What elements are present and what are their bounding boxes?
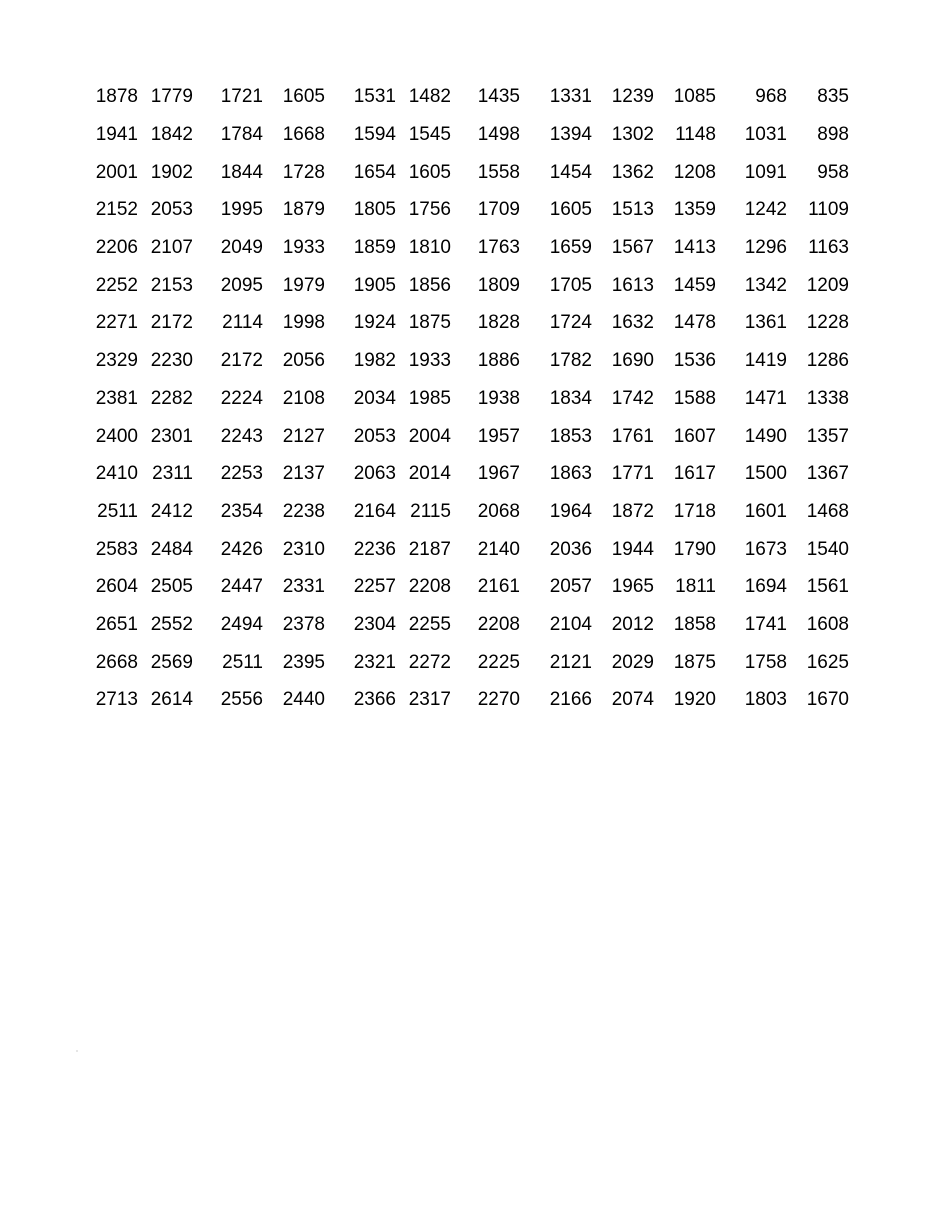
table-cell: 1965 [611,576,654,598]
table-cell: 1302 [611,124,654,146]
table-cell: 1361 [744,312,787,334]
table-cell: 1413 [673,237,716,259]
table-cell: 2395 [282,651,325,673]
table-cell: 2115 [410,500,451,522]
table-cell: 1668 [282,124,325,146]
table-cell: 2366 [353,689,396,711]
table-cell: 1208 [673,161,716,183]
table-cell: 1659 [549,237,592,259]
table-cell: 2104 [549,613,592,635]
table-cell: 835 [817,86,849,108]
table-cell: 2668 [95,651,138,673]
table-cell: 1419 [744,350,787,372]
table-row [90,455,849,493]
table-cell: 2310 [282,538,325,560]
table-cell: 1709 [477,199,520,221]
table-cell: 2057 [549,576,592,598]
table-cell: 1741 [744,613,787,635]
table-cell: 2304 [353,613,396,635]
table-cell: 2187 [408,538,451,560]
table-cell: 1594 [353,124,396,146]
table-cell: 1920 [673,689,716,711]
table-cell: 1536 [673,350,716,372]
table-row [90,153,849,191]
table-cell: 1690 [611,350,654,372]
table-cell: 1163 [808,237,849,259]
table-cell: 1875 [408,312,451,334]
table-cell: 1756 [408,199,451,221]
table-cell: 1853 [549,425,592,447]
table-cell: 2604 [95,576,138,598]
table-cell: 2206 [95,237,138,259]
table-cell: 2270 [477,689,520,711]
table-cell: 1982 [353,350,396,372]
table-row [90,304,849,342]
table-cell: 1588 [673,387,716,409]
table-cell: 2108 [282,387,325,409]
table-cell: 2152 [95,199,138,221]
table-cell: 2713 [95,689,138,711]
table-cell: 2257 [353,576,396,598]
table-cell: 2004 [408,425,451,447]
table-cell: 1964 [549,500,592,522]
table-cell: 2014 [408,463,451,485]
table-cell: 2029 [611,651,654,673]
table-cell: 1705 [549,274,592,296]
table-row [90,380,849,418]
table-cell: 1863 [549,463,592,485]
table-cell: 2114 [222,312,263,334]
table-cell: 1435 [477,86,520,108]
table-cell: 2034 [353,387,396,409]
table-cell: 2068 [477,500,520,522]
table-cell: 1239 [611,86,654,108]
table-cell: 2400 [95,425,138,447]
table-cell: 1957 [477,425,520,447]
table-cell: 1967 [477,463,520,485]
table-cell: 2282 [150,387,193,409]
table-row [90,78,849,116]
table-cell: 2230 [150,350,193,372]
table-cell: 1331 [549,86,592,108]
table-cell: 1209 [806,274,849,296]
table-row [90,493,849,531]
table-cell: 2056 [282,350,325,372]
table-cell: 2329 [95,350,138,372]
table-row [90,116,849,154]
table-cell: 1613 [611,274,654,296]
table-cell: 1938 [477,387,520,409]
table-cell: 1454 [549,161,592,183]
table-cell: 2001 [95,161,138,183]
table-cell: 898 [817,124,849,146]
table-cell: 1296 [744,237,787,259]
table-cell: 1482 [408,86,451,108]
table-cell: 1459 [673,274,716,296]
table-cell: 2127 [282,425,325,447]
table-cell: 2317 [408,689,451,711]
table-cell: 2301 [150,425,193,447]
table-cell: 1109 [808,199,849,221]
table-cell: 1342 [744,274,787,296]
table-cell: 2036 [549,538,592,560]
table-cell: 2063 [353,463,396,485]
table-row [90,229,849,267]
table-cell: 1601 [744,500,787,522]
table-cell: 1828 [477,312,520,334]
table-cell: 2272 [408,651,451,673]
table-cell: 1394 [549,124,592,146]
table-cell: 1886 [477,350,520,372]
table-cell: 1803 [744,689,787,711]
table-cell: 2224 [220,387,263,409]
table-cell: 2252 [95,274,138,296]
table-cell: 2172 [150,312,193,334]
table-cell: 2208 [408,576,451,598]
table-cell: 1878 [95,86,138,108]
table-cell: 1879 [282,199,325,221]
table-cell: 1724 [549,312,592,334]
table-cell: 1654 [353,161,396,183]
table-cell: 1357 [806,425,849,447]
table-cell: 2556 [220,689,263,711]
table-cell: 1902 [150,161,193,183]
table-cell: 2381 [95,387,138,409]
table-cell: 1905 [353,274,396,296]
table-cell: 1859 [353,237,396,259]
table-cell: 2552 [150,613,193,635]
table-cell: 1944 [611,538,654,560]
table-cell: 2074 [611,689,654,711]
table-cell: 958 [817,161,849,183]
table-cell: 2153 [150,274,193,296]
table-cell: 1607 [673,425,716,447]
table-cell: 1834 [549,387,592,409]
table-cell: 1694 [744,576,787,598]
table-cell: 1998 [282,312,325,334]
table-cell: 1367 [806,463,849,485]
table-cell: 2095 [220,274,263,296]
table-cell: 1842 [150,124,193,146]
table-cell: 1545 [408,124,451,146]
table-cell: 1924 [353,312,396,334]
table-cell: 1632 [611,312,654,334]
table-cell: 2253 [220,463,263,485]
table-cell: 1567 [611,237,654,259]
table-cell: 2243 [220,425,263,447]
table-row [90,417,849,455]
table-cell: 2053 [353,425,396,447]
table-cell: 1605 [282,86,325,108]
table-cell: 2255 [408,613,451,635]
table-cell: 2447 [220,576,263,598]
table-cell: 1617 [673,463,716,485]
table-cell: 1242 [744,199,787,221]
table-cell: 1761 [611,425,654,447]
table-cell: 2236 [353,538,396,560]
table-cell: 1148 [675,124,716,146]
table-cell: 1670 [806,689,849,711]
table-cell: 1763 [477,237,520,259]
table-cell: 1811 [675,576,716,598]
table-cell: 2166 [549,689,592,711]
table-cell: 2511 [97,500,138,522]
table-cell: 1540 [806,538,849,560]
table-cell: 1718 [673,500,716,522]
table-cell: 1490 [744,425,787,447]
table-cell: 1625 [806,651,849,673]
table-cell: 1605 [549,199,592,221]
table-cell: 1742 [611,387,654,409]
table-cell: 1933 [282,237,325,259]
table-cell: 2107 [150,237,193,259]
table-row [90,606,849,644]
table-cell: 2412 [150,500,193,522]
table-cell: 1809 [477,274,520,296]
table-cell: 1784 [220,124,263,146]
table-cell: 2208 [477,613,520,635]
table-cell: 2161 [477,576,520,598]
table-cell: 1500 [744,463,787,485]
table-cell: 1608 [806,613,849,635]
table-cell: 1286 [806,350,849,372]
table-cell: 2140 [477,538,520,560]
table-cell: 2164 [353,500,396,522]
table-cell: 1728 [282,161,325,183]
table-cell: 1790 [673,538,716,560]
table-cell: 1782 [549,350,592,372]
table-cell: 2511 [222,651,263,673]
table-row [90,191,849,229]
table-cell: 1872 [611,500,654,522]
table-cell: 1468 [806,500,849,522]
table-cell: 2012 [611,613,654,635]
table-cell: 2440 [282,689,325,711]
table-cell: 2378 [282,613,325,635]
table-cell: 1810 [408,237,451,259]
number-table [90,78,849,719]
table-cell: 2494 [220,613,263,635]
table-cell: 1844 [220,161,263,183]
table-cell: 1985 [408,387,451,409]
table-cell: 2321 [353,651,396,673]
table-row [90,342,849,380]
table-cell: 1673 [744,538,787,560]
table-cell: 2311 [152,463,193,485]
table-cell: 1995 [220,199,263,221]
table-cell: 2238 [282,500,325,522]
table-cell: 1513 [611,199,654,221]
table-cell: 2331 [282,576,325,598]
table-cell: 1498 [477,124,520,146]
table-row [90,530,849,568]
table-cell: 2225 [477,651,520,673]
table-cell: 2271 [95,312,138,334]
table-cell: 1875 [673,651,716,673]
table-cell: 1228 [806,312,849,334]
table-cell: 2172 [220,350,263,372]
table-cell: 2651 [95,613,138,635]
table-cell: 1721 [220,86,263,108]
table-cell: 2614 [150,689,193,711]
table-cell: 2583 [95,538,138,560]
table-cell: 1031 [744,124,787,146]
table-cell: 2505 [150,576,193,598]
table-cell: 2426 [220,538,263,560]
table-cell: 1531 [353,86,396,108]
table-cell: 1856 [408,274,451,296]
table-cell: 1561 [806,576,849,598]
table-cell: 1085 [673,86,716,108]
table-cell: 1933 [408,350,451,372]
table-cell: 1558 [477,161,520,183]
table-cell: 1362 [611,161,654,183]
table-row [90,643,849,681]
table-cell: 1979 [282,274,325,296]
table-cell: 1805 [353,199,396,221]
table-cell: 1771 [611,463,654,485]
table-cell: 2053 [150,199,193,221]
table-cell: 2354 [220,500,263,522]
table-cell: 1605 [408,161,451,183]
table-cell: 2137 [282,463,325,485]
table-cell: 1359 [673,199,716,221]
table-body [90,78,849,719]
table-cell: 1779 [150,86,193,108]
table-cell: 2569 [150,651,193,673]
table-cell: 1478 [673,312,716,334]
table-cell: 2121 [549,651,592,673]
scan-speck [76,1050,78,1052]
table-cell: 1091 [744,161,787,183]
table-cell: 1941 [95,124,138,146]
table-row [90,266,849,304]
table-cell: 2049 [220,237,263,259]
table-row [90,568,849,606]
table-cell: 968 [755,86,787,108]
table-cell: 2484 [150,538,193,560]
table-cell: 1758 [744,651,787,673]
table-cell: 1858 [673,613,716,635]
table-cell: 1338 [806,387,849,409]
table-row [90,681,849,719]
table-cell: 2410 [95,463,138,485]
table-cell: 1471 [744,387,787,409]
